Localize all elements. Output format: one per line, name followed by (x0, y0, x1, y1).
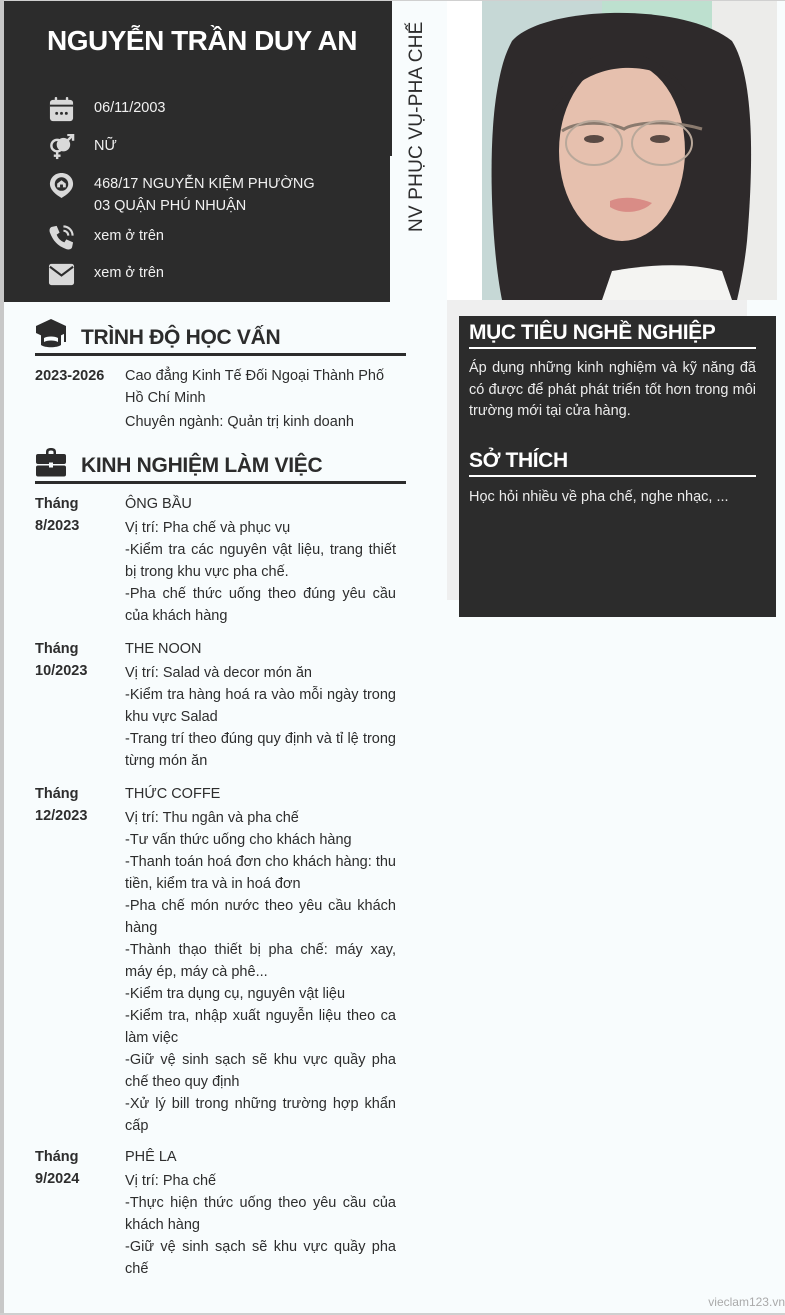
company-name: ÔNG BẦU (125, 496, 192, 512)
phone-text: xem ở trên (94, 228, 164, 244)
hobbies-title: SỞ THÍCH (469, 448, 568, 472)
right-column-panel (459, 316, 776, 617)
info-gender (47, 133, 117, 161)
experience-entry (35, 493, 397, 627)
experience-details (125, 638, 396, 772)
gender-icon (47, 133, 75, 161)
career-objective-title: MỤC TIÊU NGHỀ NGHIỆP (469, 321, 716, 344)
duty: -Pha chế món nước theo yêu cầu khách hàng (125, 898, 396, 936)
email-text: xem ở trên (94, 265, 164, 281)
major: Chuyên ngành: Quản trị kinh doanh (125, 414, 354, 430)
position: Vị trí: Pha chế (125, 1173, 217, 1189)
experience-entry (35, 1146, 397, 1280)
duty: -Thực hiện thức uống theo yêu cầu của khách hàng (125, 1195, 396, 1233)
candidate-name: NGUYỄN TRẦN DUY AN (47, 25, 357, 56)
birthdate-text: 06/11/2003 (94, 100, 166, 116)
experience-date: Tháng 8/2023 (35, 496, 80, 534)
duty: -Kiểm tra, nhập xuất nguyễn liệu theo ca làm việc (125, 1008, 396, 1046)
duty: -Xử lý bill trong những trường hợp khẩn cấp (125, 1096, 396, 1134)
experience-date: Tháng 9/2024 (35, 1149, 80, 1187)
duty: -Kiểm tra các nguyên vật liệu, trang thiết bị trong khu vực pha chế. (125, 542, 396, 580)
school-name: Cao đẳng Kinh Tế Đối Ngoại Thành Phố Hồ Chí Minh (125, 368, 385, 406)
duty: -Giữ vệ sinh sạch sẽ khu vực quầy pha chế (125, 1239, 396, 1277)
address-icon (47, 171, 75, 199)
duty: -Pha chế thức uống theo đúng yêu cầu của khách hàng (125, 586, 396, 624)
email-icon (47, 260, 75, 288)
graduation-cap-icon (35, 318, 67, 350)
header-panel (4, 1, 390, 302)
header-notch (390, 1, 392, 156)
career-objective-text: Áp dụng những kinh nghiệm và kỹ năng đã có được để phát phát triển tốt hơn trong môi trường mới tại cửa hàng. (469, 360, 756, 419)
duty: -Tư vấn thức uống cho khách hàng (125, 832, 352, 848)
calendar-icon (47, 95, 75, 123)
experience-entry (35, 783, 397, 1137)
education-entry (35, 365, 397, 433)
company-name: THỨC COFFE (125, 786, 221, 802)
duty: -Kiểm tra dụng cụ, nguyên vật liệu (125, 986, 346, 1002)
education-title: TRÌNH ĐỘ HỌC VẤN (81, 326, 281, 349)
job-title-vertical: NV PHỤC VỤ-PHA CHẾ (406, 21, 427, 232)
info-phone (47, 223, 164, 251)
hobbies-text: Học hỏi nhiều về pha chế, nghe nhạc, ... (469, 488, 729, 505)
hobbies-divider (469, 475, 756, 477)
career-objective-divider (469, 347, 756, 349)
company-name: PHÊ LA (125, 1149, 177, 1165)
info-address (47, 171, 334, 217)
briefcase-icon (35, 446, 67, 478)
duty: -Thanh toán hoá đơn cho khách hàng: thu tiền, kiểm tra và in hoá đơn (125, 854, 396, 892)
profile-photo (482, 1, 777, 300)
experience-section-header (35, 446, 406, 484)
position: Vị trí: Salad và decor món ăn (125, 665, 312, 681)
experience-title: KINH NGHIỆM LÀM VIỆC (81, 454, 323, 477)
duty: -Trang trí theo đúng quy định và tỉ lệ trong từng món ăn (125, 731, 396, 769)
address-text: 468/17 NGUYỄN KIỆM PHƯỜNG 03 QUẬN PHÚ NHUẬN (94, 176, 315, 214)
info-email (47, 260, 164, 288)
company-name: THE NOON (125, 641, 202, 657)
duty: -Giữ vệ sinh sạch sẽ khu vực quầy pha chế theo quy định (125, 1052, 396, 1090)
position: Vị trí: Thu ngân và pha chế (125, 810, 299, 826)
education-details (125, 365, 396, 433)
photo-margin (447, 1, 482, 300)
position: Vị trí: Pha chế và phục vụ (125, 520, 291, 536)
duty: -Kiểm tra hàng hoá ra vào mỗi ngày trong khu vực Salad (125, 687, 396, 725)
info-birthdate (47, 95, 166, 123)
experience-entry (35, 638, 397, 772)
phone-icon (47, 223, 75, 251)
education-date: 2023-2026 (35, 368, 105, 384)
experience-date: Tháng 12/2023 (35, 786, 88, 824)
experience-details (125, 783, 396, 1137)
experience-details (125, 493, 396, 627)
experience-details (125, 1146, 396, 1280)
education-section-header (35, 318, 406, 356)
gender-text: NỮ (94, 138, 117, 154)
experience-date: Tháng 10/2023 (35, 641, 88, 679)
duty: -Thành thạo thiết bị pha chế: máy xay, máy ép, máy cà phê... (125, 942, 396, 980)
watermark: vieclam123.vn (708, 1295, 785, 1309)
